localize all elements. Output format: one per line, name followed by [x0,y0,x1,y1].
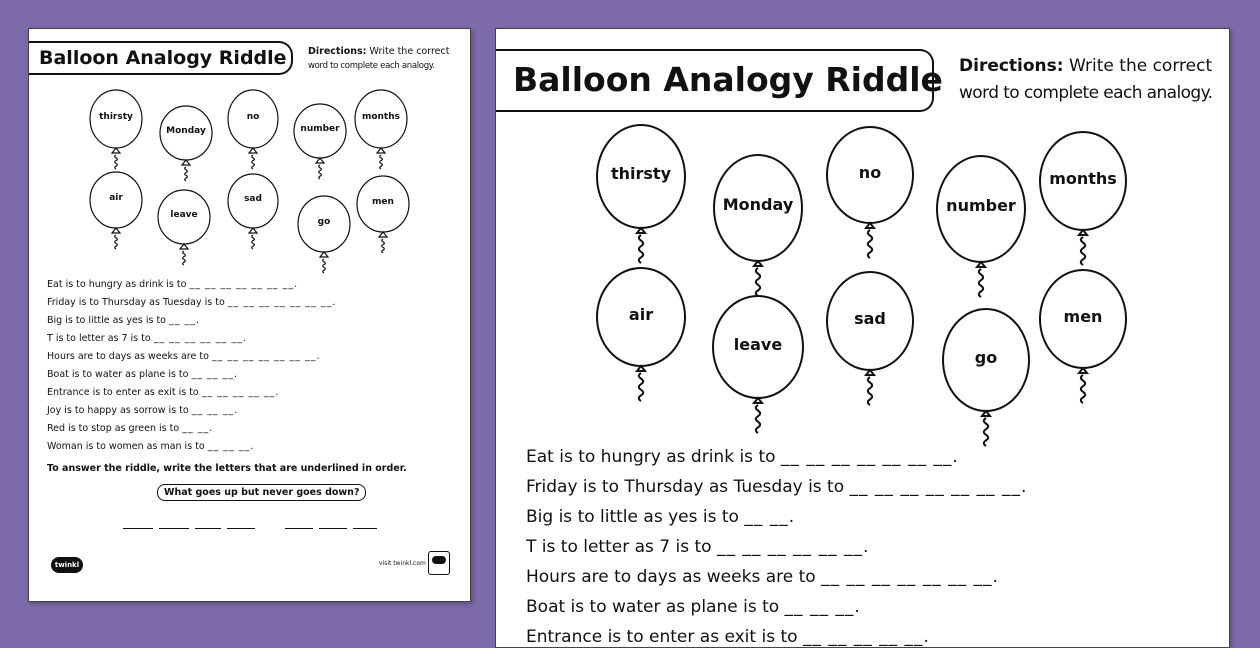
analogy-text: T is to letter as 7 is to [47,333,154,344]
balloon-shape [293,103,347,181]
balloon-word: months [1049,169,1117,188]
riddle-question: What goes up but never goes down? [157,484,366,501]
balloon [936,155,1026,299]
balloon-word: men [372,197,394,208]
analogy-item [47,333,247,344]
analogy-item [526,567,999,587]
balloon [712,295,804,435]
analogy-text: Boat is to water as plane is to [526,597,785,617]
answer-blank[interactable]: __ __ __ __ __. [201,387,280,398]
answer-blank[interactable]: __ __ __ __ __ __. [716,537,870,557]
twinkl-logo: twinkl [51,557,83,573]
balloon [942,308,1030,448]
balloon-shape [596,124,686,265]
analogy-text: Joy is to happy as sorrow is to [47,405,192,416]
analogy-item [526,627,930,647]
balloon [596,124,686,265]
analogy-text: Eat is to hungry as drink is to [47,279,190,290]
balloon [297,195,351,275]
balloon-shape [227,173,279,251]
balloon [826,126,914,260]
analogy-text: Friday is to Thursday as Tuesday is to [47,297,228,308]
balloon [227,173,279,251]
badge-icon [428,551,450,575]
directions-line1: Write the correct [1069,56,1213,76]
directions-label: Directions: [308,46,367,57]
analogy-item [47,315,200,326]
worksheet-zoomed [495,28,1230,648]
analogy-item [47,351,321,362]
analogy-text: Boat is to water as plane is to [47,369,192,380]
footer-url: visit twinkl.com [379,560,426,567]
answer-blank[interactable]: __ __ __. [191,369,239,380]
balloon [1039,131,1127,267]
balloon [713,154,803,298]
balloon-shape [712,295,804,435]
directions-line1: Write the correct [369,46,450,57]
balloon-word: number [946,196,1016,216]
balloon-shape [942,308,1030,448]
balloon-shape [826,271,914,407]
balloon [227,89,279,171]
balloon-word: months [361,111,401,122]
worksheet-title: Balloon Analogy Riddle [513,60,943,99]
answer-blank[interactable]: __ __ __ __ __ __ __. [211,351,321,362]
answer-line [123,528,153,529]
worksheet-thumbnail [28,28,471,602]
balloon-word: no [858,163,882,183]
balloon [293,103,347,181]
answer-line [319,528,347,529]
balloon-word: air [109,193,123,204]
analogy-item [47,423,213,434]
balloon-shape [89,89,143,171]
answer-blank[interactable]: __ __. [182,423,214,434]
analogy-text: Hours are to days as weeks are to [526,567,822,587]
analogy-item [47,387,279,398]
balloon-word: Monday [722,195,794,215]
balloon-word: thirsty [610,163,671,183]
balloon-shape [596,267,686,403]
riddle-instruction: To answer the riddle, write the letters that are underlined in order. [47,463,407,474]
analogy-text: Big is to little as yes is to [526,507,745,527]
worksheet-title-box [496,49,943,112]
balloon [826,271,914,407]
balloon-shape [356,175,410,255]
balloon-shape [1039,131,1127,267]
answer-line [353,528,377,529]
balloon-word: sad [244,194,262,205]
answer-blank[interactable]: __ __ __. [207,441,255,452]
analogy-item [526,537,869,557]
balloon-word: leave [170,210,198,221]
answer-blank[interactable]: __ __ __. [191,405,239,416]
balloon [596,267,686,403]
balloon-shape [227,89,279,171]
analogy-text: Entrance is to enter as exit is to [526,627,803,647]
balloon-shape [89,171,143,251]
balloon [157,189,211,267]
analogy-text: Eat is to hungry as drink is to [526,447,781,467]
directions-line2: word to complete each analogy. [959,83,1213,103]
analogy-item [47,279,298,290]
directions-label: Directions: [959,56,1064,76]
analogy-text: Woman is to women as man is to [47,441,208,452]
answer-blank[interactable]: __ __ __ __ __ __ __. [821,567,999,587]
analogy-item [47,441,254,452]
balloon-shape [159,105,213,183]
answer-blank[interactable]: __ __ __ __ __ __ __. [849,477,1028,497]
analogy-item [47,405,238,416]
balloon-shape [936,155,1026,299]
answer-line [227,528,255,529]
balloon-word: air [628,305,654,324]
directions-line2: word to complete each analogy. [308,61,435,71]
answer-blank[interactable]: __ __ __ __ __ __ __. [227,297,337,308]
analogy-text: Big is to little as yes is to [47,315,169,326]
balloon-word: go [974,347,998,367]
balloon [159,105,213,183]
directions [308,45,449,73]
analogy-item [47,369,238,380]
answer-blank[interactable]: __ __. [744,507,796,527]
balloon-word: no [246,111,260,122]
balloon [1039,269,1127,405]
analogy-item [526,597,861,617]
balloon-word: Monday [166,126,206,137]
answer-line [285,528,313,529]
balloon [356,175,410,255]
worksheet-title-box [29,41,293,75]
balloon-word: sad [854,309,886,328]
analogy-text: T is to letter as 7 is to [526,537,717,557]
analogy-text: Red is to stop as green is to [47,423,183,434]
analogy-text: Friday is to Thursday as Tuesday is to [526,477,850,497]
balloon-word: men [1063,307,1103,326]
analogy-item [47,297,336,308]
balloon-word: thirsty [99,111,133,122]
analogy-item [526,447,959,467]
balloon-word: number [300,124,340,135]
balloon [89,89,143,171]
balloon-shape [157,189,211,267]
balloon-shape [826,126,914,260]
answer-line [195,528,221,529]
answer-blank[interactable]: __ __ __ __ __ __ __. [189,279,299,290]
answer-line [159,528,189,529]
answer-blank[interactable]: __ __ __ __ __ __ __. [780,447,959,467]
balloon-word: leave [733,334,783,354]
answer-blank[interactable]: __ __. [169,315,201,326]
balloon-shape [1039,269,1127,405]
worksheet-title: Balloon Analogy Riddle [39,47,287,69]
analogy-text: Entrance is to enter as exit is to [47,387,202,398]
answer-blank[interactable]: __ __ __. [784,597,861,617]
answer-blank[interactable]: __ __ __ __ __ __. [153,333,247,344]
balloon [89,171,143,251]
directions [959,53,1212,107]
balloon-shape [297,195,351,275]
analogy-text: Hours are to days as weeks are to [47,351,212,362]
analogy-item [526,477,1027,497]
analogy-item [526,507,795,527]
balloon [354,89,408,171]
balloon-shape [713,154,803,298]
balloon-shape [354,89,408,171]
balloon-word: go [317,217,331,228]
answer-blank[interactable]: __ __ __ __ __. [802,627,930,647]
